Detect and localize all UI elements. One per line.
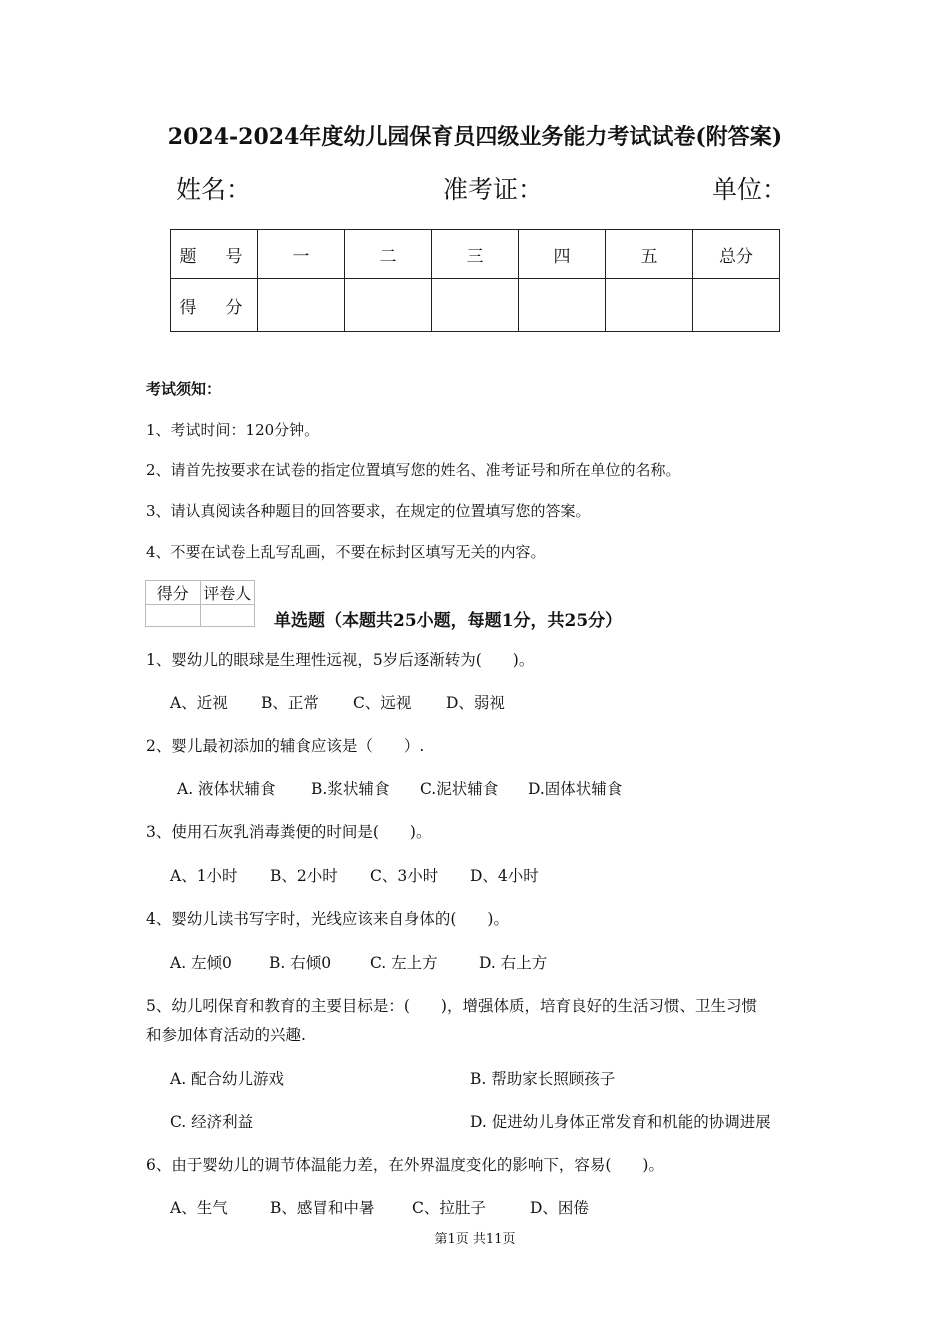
option-d[interactable]: D. 右上方: [479, 954, 548, 972]
grader-score-cell[interactable]: [146, 605, 201, 627]
option-d[interactable]: D、困倦: [530, 1199, 589, 1217]
section-3-header: 三: [432, 230, 519, 279]
section-2-header: 二: [345, 230, 432, 279]
page-footer: 第1页 共11页: [434, 1232, 516, 1247]
name-field-label: 姓名：: [176, 175, 252, 204]
score-label: 得 分: [171, 279, 258, 332]
score-table: [170, 229, 780, 332]
option-a[interactable]: A、近视: [170, 694, 228, 712]
option-c[interactable]: C. 左上方: [370, 954, 438, 972]
unit-field-label: 单位：: [712, 175, 788, 204]
section-4-header: 四: [519, 230, 606, 279]
option-b[interactable]: B、2小时: [270, 867, 338, 885]
exam-id-field-label: 准考证：: [443, 175, 544, 204]
section-heading: 单选题（本题共25小题，每题1分，共25分）: [274, 611, 623, 631]
grader-score-label: 得分: [146, 581, 201, 605]
total-header: 总分: [693, 230, 780, 279]
notice-item: 3、请认真阅读各种题目的回答要求，在规定的位置填写您的答案。: [146, 502, 591, 520]
option-c[interactable]: C.泥状辅食: [420, 780, 499, 798]
grader-name-label: 评卷人: [200, 581, 255, 605]
option-b[interactable]: B、正常: [261, 694, 319, 712]
question-stem-continued: 和参加体育活动的兴趣.: [146, 1026, 306, 1044]
option-a[interactable]: A. 配合幼儿游戏: [170, 1070, 285, 1088]
option-a[interactable]: A. 液体状辅食: [177, 780, 276, 798]
question-stem: 5、幼儿吲保育和教育的主要目标是：( )，增强体质，培育良好的生活习惯、卫生习惯: [146, 997, 757, 1015]
section-1-score-cell[interactable]: [258, 279, 345, 332]
notice-item: 4、不要在试卷上乱写乱画，不要在标封区填写无关的内容。: [146, 543, 546, 561]
option-b[interactable]: B.浆状辅食: [311, 780, 390, 798]
grader-name-cell[interactable]: [200, 605, 255, 627]
total-score-cell[interactable]: [693, 279, 780, 332]
grader-box: [145, 580, 255, 627]
option-c[interactable]: C、远视: [353, 694, 412, 712]
section-1-header: 一: [258, 230, 345, 279]
question-stem: 6、由于婴幼儿的调节体温能力差，在外界温度变化的影响下，容易( )。: [146, 1156, 664, 1174]
option-a[interactable]: A、1小时: [170, 867, 238, 885]
score-table-header-row: [171, 230, 780, 279]
exam-title: 2024-2024年度幼儿园保育员四级业务能力考试试卷(附答案): [167, 124, 783, 150]
notice-item: 2、请首先按要求在试卷的指定位置填写您的姓名、准考证号和所在单位的名称。: [146, 461, 681, 479]
option-b[interactable]: B、感冒和中暑: [270, 1199, 375, 1217]
option-c[interactable]: C、3小时: [370, 867, 439, 885]
option-d[interactable]: D、4小时: [470, 867, 539, 885]
question-number-label: 题 号: [171, 230, 258, 279]
question-stem: 3、使用石灰乳消毒粪便的时间是( )。: [146, 823, 432, 841]
option-d[interactable]: D. 促进幼儿身体正常发育和机能的协调进展: [470, 1113, 771, 1131]
option-b[interactable]: B. 右倾0: [269, 954, 332, 972]
option-c[interactable]: C、拉肚子: [412, 1199, 486, 1217]
score-table-score-row: [171, 279, 780, 332]
notice-heading: 考试须知：: [146, 380, 222, 398]
section-3-score-cell[interactable]: [432, 279, 519, 332]
option-a[interactable]: A、生气: [170, 1199, 228, 1217]
notice-item: 1、考试时间：120分钟。: [146, 421, 320, 439]
section-5-header: 五: [606, 230, 693, 279]
question-stem: 2、婴儿最初添加的辅食应该是（ ）.: [146, 737, 425, 755]
section-2-score-cell[interactable]: [345, 279, 432, 332]
option-b[interactable]: B. 帮助家长照顾孩子: [470, 1070, 616, 1088]
section-5-score-cell[interactable]: [606, 279, 693, 332]
question-stem: 1、婴幼儿的眼球是生理性远视，5岁后逐渐转为( )。: [146, 651, 535, 669]
option-d[interactable]: D.固体状辅食: [528, 780, 623, 798]
question-stem: 4、婴幼儿读书写字时，光线应该来自身体的( )。: [146, 910, 509, 928]
option-a[interactable]: A. 左倾0: [170, 954, 232, 972]
option-c[interactable]: C. 经济利益: [170, 1113, 254, 1131]
option-d[interactable]: D、弱视: [446, 694, 505, 712]
section-4-score-cell[interactable]: [519, 279, 606, 332]
